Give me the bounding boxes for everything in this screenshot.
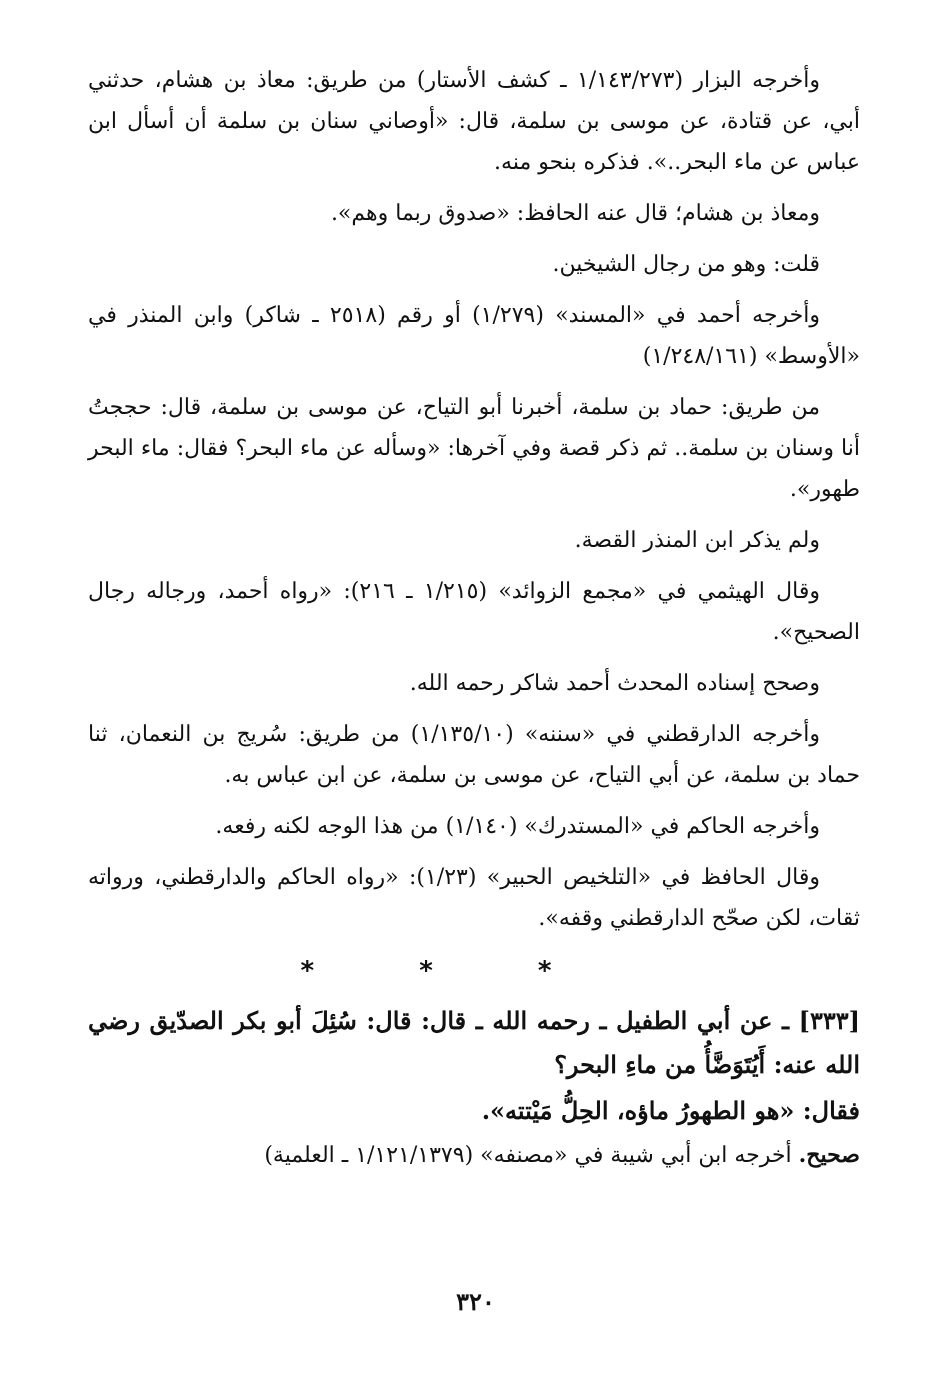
ruling-text: أخرجه ابن أبي شيبة في «مصنفه» (١/١٢١/١٣٧٩ ـ العلمية) <box>264 1143 799 1168</box>
ruling-label: صحيح. <box>798 1142 860 1168</box>
hadith-ruling <box>88 1135 860 1176</box>
paragraph-hammad: من طريق: حماد بن سلمة، أخبرنا أبو التياح، عن موسى بن سلمة، قال: حججتُ أنا وسنان بن سلمة.. ثم ذكر قصة وفي آخرها: «وسأله عن ماء البحر؟ فقال: ماء البحر طهور». <box>88 395 860 502</box>
hadith-answer: فقال: «هو الطهورُ ماؤه، الحِلُّ مَيْتته». <box>481 1096 860 1125</box>
hadith-heading <box>88 999 860 1087</box>
hadith-intro: ـ عن أبي الطفيل ـ رحمه الله ـ قال: قال: سُئِلَ أبو بكر الصدّيق رضي الله عنه: أَيُتَوَضَّأُ من ماءِ البحر؟ <box>88 1006 860 1079</box>
paragraph-daraqutni: وأخرجه الدارقطني في «سننه» (١/١٣٥/١٠) من طريق: سُريج بن النعمان، ثنا حماد بن سلمة، عن أبي التياح، عن موسى بن سلمة، عن ابن عباس به. <box>88 722 860 788</box>
paragraph-shakir: وصحح إسناده المحدث أحمد شاكر رحمه الله. <box>409 671 820 696</box>
paragraph-ibn-mundhir: ولم يذكر ابن المنذر القصة. <box>574 528 820 553</box>
paragraph-muadh: ومعاذ بن هشام؛ قال عنه الحافظ: «صدوق ربما وهم». <box>330 201 820 226</box>
paragraph-qultu: قلت: وهو من رجال الشيخين. <box>552 252 820 277</box>
section-separator: * * * <box>300 956 600 986</box>
paragraph-ahmad: وأخرجه أحمد في «المسند» (١/٢٧٩) أو رقم (٢٥١٨ ـ شاكر) وابن المنذر في «الأوسط» (١/٢٤٨/١٦١) <box>88 303 860 369</box>
page-body <box>88 60 860 1176</box>
page-number: ٣٢٠ <box>456 1287 495 1316</box>
paragraph-haythami: وقال الهيثمي في «مجمع الزوائد» (١/٢١٥ ـ ٢١٦): «رواه أحمد، ورجاله رجال الصحيح». <box>88 579 860 645</box>
paragraph-hakim: وأخرجه الحاكم في «المستدرك» (١/١٤٠) من هذا الوجه لكنه رفعه. <box>215 814 820 839</box>
paragraph-bazzar: وأخرجه البزار (١/١٤٣/٢٧٣ ـ كشف الأستار) من طريق: معاذ بن هشام، حدثني أبي، عن قتادة، عن موسى بن سلمة، قال: «أوصاني سنان بن سلمة أن أسأل ابن عباس عن ماء البحر..». فذكره بنحو منه. <box>88 68 860 175</box>
hadith-number: [٣٣٣] <box>798 1006 861 1035</box>
paragraph-talkhis: وقال الحافظ في «التلخيص الحبير» (١/٢٣): «رواه الحاكم والدارقطني، ورواته ثقات، لكن صحّح الدارقطني وقفه». <box>88 865 860 931</box>
